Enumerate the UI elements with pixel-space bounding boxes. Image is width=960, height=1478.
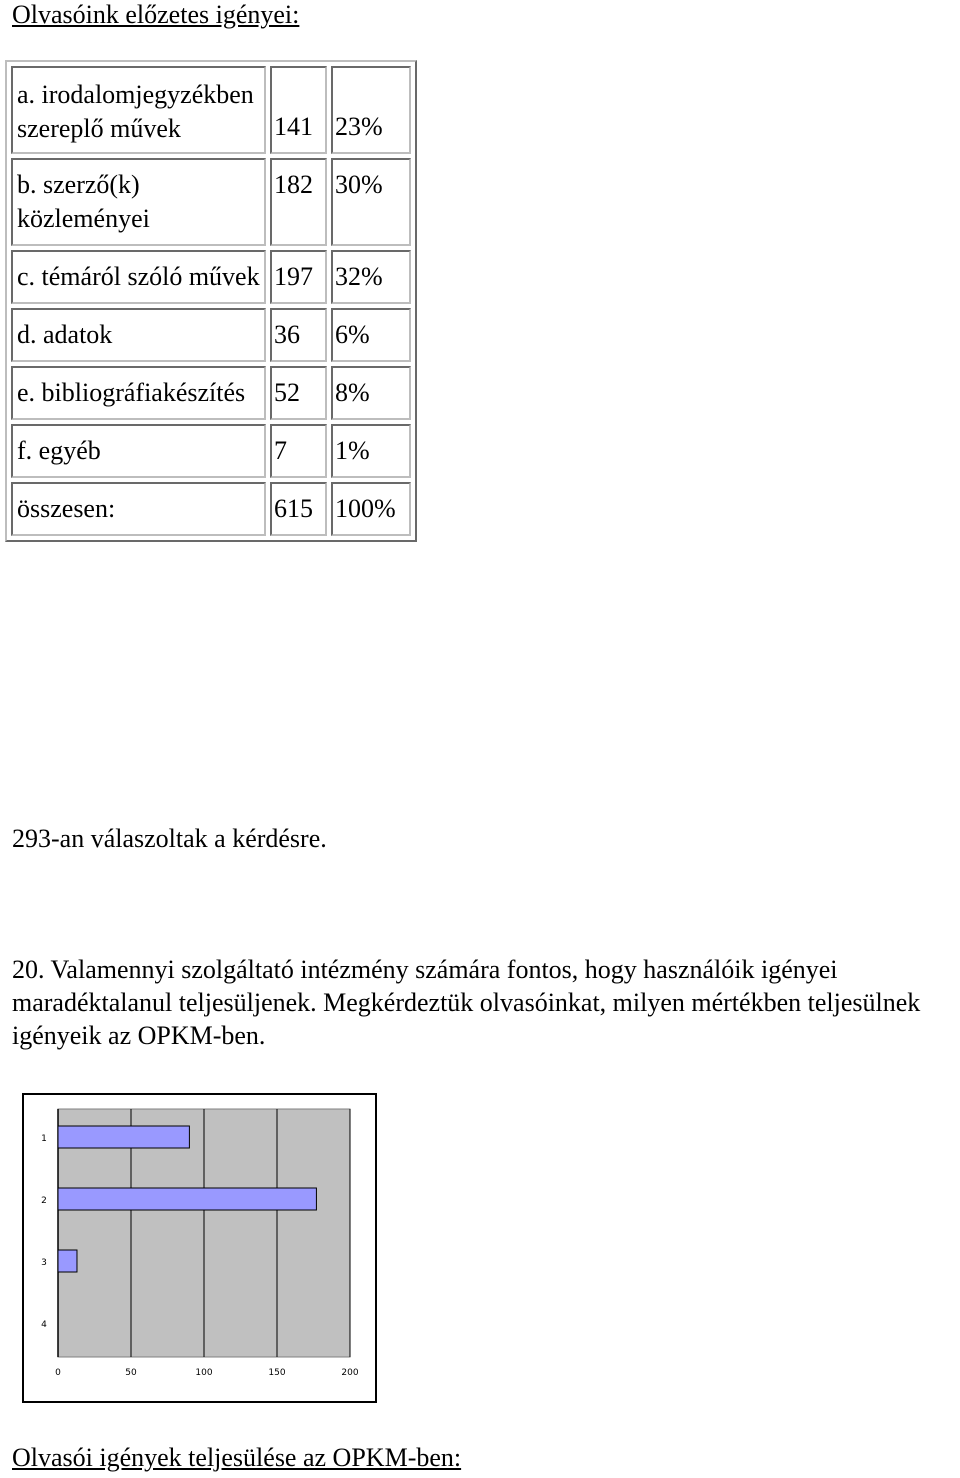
row-count: 52 [270,366,327,420]
y-tick-label: 1 [41,1134,47,1144]
question-20-paragraph: 20. Valamennyi szolgáltató intézmény számára fontos, hogy használóik igényei maradéktalanul teljesüljenek. Megkérdeztük olvasóinkat, milyen mértékben teljesülnek igényeik az OPKM-ben. [12,955,921,1050]
row-percent: 23% [331,66,411,154]
bar [58,1250,77,1272]
row-percent: 6% [331,308,411,362]
table-row [11,424,411,478]
row-label: b. szerző(k) közleményei [11,158,266,246]
row-label: c. témáról szóló művek [11,250,266,304]
row-percent: 32% [331,250,411,304]
needs-table [5,60,417,542]
x-tick-label: 150 [268,1368,286,1378]
row-label: e. bibliográfiakészítés [11,366,266,420]
row-count: 141 [270,66,327,154]
table-row [11,66,411,154]
section-heading-fulfilment: Olvasói igények teljesülése az OPKM-ben: [12,1443,462,1472]
row-label: f. egyéb [11,424,266,478]
row-count: 36 [270,308,327,362]
x-tick-label: 100 [195,1368,213,1378]
table-row-total [11,482,411,536]
y-tick-label: 3 [41,1258,47,1268]
row-percent: 100% [331,482,411,536]
row-label: a. irodalomjegyzékben szereplő művek [11,66,266,154]
y-tick-label: 4 [41,1320,47,1330]
row-count: 615 [270,482,327,536]
bar [58,1126,189,1148]
chart-svg [24,1095,375,1401]
table-row [11,308,411,362]
x-tick-label: 200 [341,1368,359,1378]
row-percent: 30% [331,158,411,246]
table-row [11,250,411,304]
row-count: 197 [270,250,327,304]
bar-chart [22,1093,377,1403]
row-percent: 8% [331,366,411,420]
row-percent: 1% [331,424,411,478]
row-label: összesen: [11,482,266,536]
bar [58,1188,316,1210]
x-tick-label: 0 [55,1368,61,1378]
row-count: 7 [270,424,327,478]
section-heading-prior-needs: Olvasóink előzetes igényei: [12,0,300,29]
row-label: d. adatok [11,308,266,362]
table-row [11,158,411,246]
table-row [11,366,411,420]
x-tick-label: 50 [125,1368,137,1378]
response-count-note: 293-an válaszoltak a kérdésre. [12,824,327,853]
row-count: 182 [270,158,327,246]
y-tick-label: 2 [41,1196,47,1206]
